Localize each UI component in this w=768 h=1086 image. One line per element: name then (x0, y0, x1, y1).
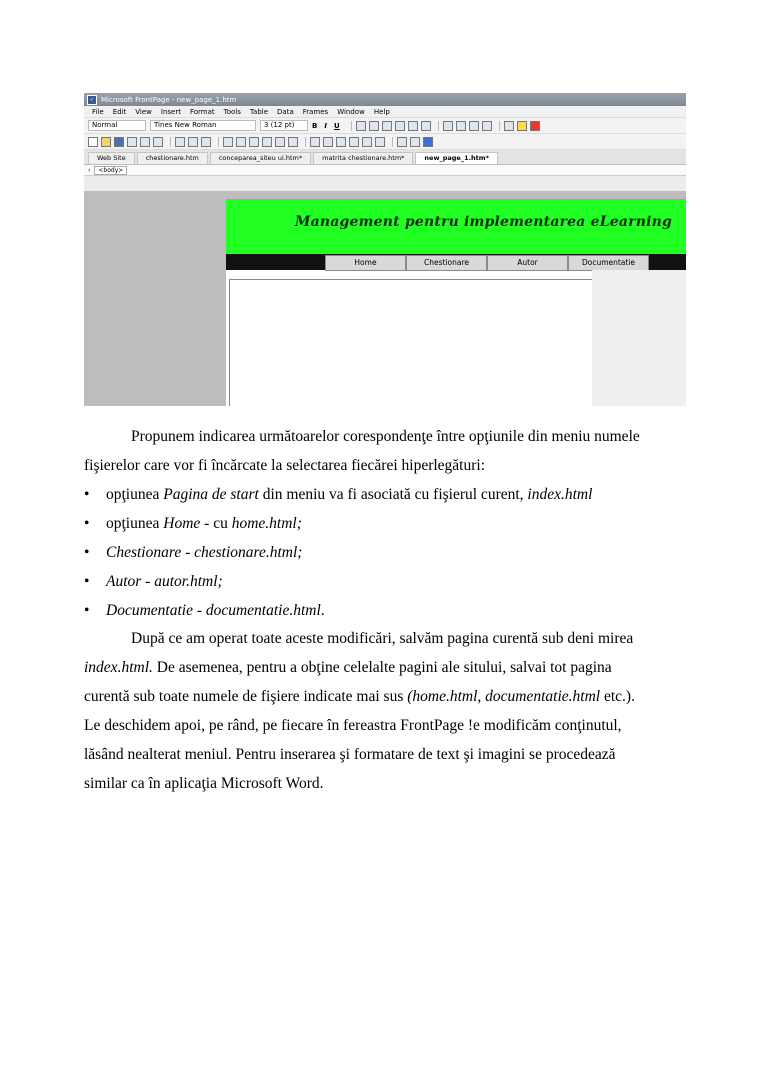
indent-icon[interactable] (482, 121, 492, 131)
style-select[interactable]: Normal (88, 120, 146, 131)
underline-icon[interactable]: U (333, 121, 340, 130)
tab-matrita[interactable]: matrita chestionare.htm* (313, 152, 413, 164)
paragraph-text: De asemenea, pentru a obţine celelalte pagini ale sitului, salvai tot pagina (152, 659, 612, 676)
bullet-marker: • (84, 602, 90, 619)
site-banner (226, 199, 686, 254)
font-grow-icon[interactable] (408, 121, 418, 131)
list-item (106, 573, 223, 591)
nav-home[interactable]: Home (325, 255, 406, 271)
toolbar-separator (392, 137, 393, 147)
web-component-icon[interactable] (310, 137, 320, 147)
editor-area[interactable] (84, 191, 686, 406)
tab-conceparea[interactable]: conceparea_siteu ui.htm* (210, 152, 311, 164)
menu-data[interactable]: Data (277, 107, 294, 116)
align-center-icon[interactable] (369, 121, 379, 131)
menu-window[interactable]: Window (337, 107, 365, 116)
list-text-italic: Autor - autor.html; (106, 573, 223, 590)
list-text: din meniu va fi asociată cu fişierul curent, (258, 486, 528, 503)
insert-table-icon[interactable] (323, 137, 333, 147)
justify-icon[interactable] (395, 121, 405, 131)
menu-frames[interactable]: Frames (302, 107, 329, 116)
bullet-marker: • (84, 544, 90, 561)
layer-icon[interactable] (336, 137, 346, 147)
publish-icon[interactable] (127, 137, 137, 147)
tab-chestionare[interactable]: chestionare.htm (137, 152, 208, 164)
list-item (106, 515, 302, 533)
save-icon[interactable] (114, 137, 124, 147)
bullets-icon[interactable] (456, 121, 466, 131)
paragraph-2-line-1: După ce am operat toate aceste modificări, salvăm pagina curentă sub deni mirea (131, 630, 634, 647)
insert-picture-icon[interactable] (349, 137, 359, 147)
font-color-icon[interactable] (530, 121, 540, 131)
bold-icon[interactable]: B (312, 121, 318, 130)
list-text-italic: Pagina de start (163, 486, 259, 503)
content-frame[interactable] (229, 279, 593, 406)
align-right-icon[interactable] (382, 121, 392, 131)
align-left-icon[interactable] (356, 121, 366, 131)
menu-insert[interactable]: Insert (160, 107, 181, 116)
bullet-marker: • (84, 515, 90, 532)
paragraph-1-line-2: fişierelor care vor fi încărcate la selectarea fiecărei hiperlegături: (84, 457, 486, 474)
italic-icon[interactable]: I (324, 121, 327, 130)
toolbar-separator (499, 121, 500, 131)
list-text-italic: index.html (527, 486, 593, 503)
paragraph-1-line-1: Propunem indicarea următoarelor corespondenţe între opţiunile din meniu numele (131, 428, 640, 445)
highlight-icon[interactable] (517, 121, 527, 131)
bullet-marker: • (84, 486, 90, 503)
list-text: - cu (200, 515, 232, 532)
body-tag[interactable]: <body> (94, 166, 127, 175)
paragraph-text-italic: index.html. (84, 659, 153, 676)
drawing-icon[interactable] (362, 137, 372, 147)
toolbar-separator (438, 121, 439, 131)
list-item (106, 602, 325, 620)
paste-icon[interactable] (249, 137, 259, 147)
quick-tag-bar (84, 165, 686, 176)
chevron-left-icon[interactable]: ‹ (88, 166, 91, 174)
paragraph-2-line-2 (84, 659, 612, 677)
list-item (106, 544, 302, 562)
paragraph-text: etc.). (600, 688, 635, 705)
formatting-toolbar (84, 118, 686, 134)
nav-autor[interactable]: Autor (487, 255, 568, 271)
list-item (106, 486, 592, 504)
size-select[interactable]: 3 (12 pt) (260, 120, 308, 131)
font-shrink-icon[interactable] (421, 121, 431, 131)
undo-icon[interactable] (275, 137, 285, 147)
tab-new-page[interactable]: new_page_1.htm* (415, 152, 498, 164)
preview-icon[interactable] (188, 137, 198, 147)
menu-format[interactable]: Format (189, 107, 215, 116)
anchor-icon[interactable] (410, 137, 420, 147)
paragraph-2-line-5: lăsând nealterat meniul. Pentru inserarea şi formatare de text şi imagini se procedează (84, 746, 616, 763)
paragraph-2-line-4: Le deschidem apoi, pe rând, pe fiecare în fereastra FrontPage !e modificăm conţinutul, (84, 717, 622, 734)
list-text-italic: Documentatie - documentatie.html (106, 602, 321, 619)
toolbar-separator (170, 137, 171, 147)
menu-table[interactable]: Table (249, 107, 269, 116)
print-icon[interactable] (175, 137, 185, 147)
menu-edit[interactable]: Edit (112, 107, 127, 116)
spelling-icon[interactable] (201, 137, 211, 147)
open-folder-icon[interactable] (101, 137, 111, 147)
redo-icon[interactable] (288, 137, 298, 147)
search-icon[interactable] (140, 137, 150, 147)
menu-file[interactable]: File (92, 107, 104, 116)
list-text-italic: home.html; (231, 515, 302, 532)
nav-documentatie[interactable]: Documentatie (568, 255, 649, 271)
help-icon[interactable] (423, 137, 433, 147)
tab-web-site[interactable]: Web Site (88, 152, 135, 164)
menu-help[interactable]: Help (373, 107, 390, 116)
view-icon[interactable] (153, 137, 163, 147)
right-pane (592, 270, 686, 406)
frontpage-app-icon: ✓ (87, 95, 97, 105)
menu-view[interactable]: View (135, 107, 152, 116)
toolbar-separator (218, 137, 219, 147)
frontpage-screenshot (84, 93, 686, 406)
new-page-icon[interactable] (88, 137, 98, 147)
nav-chestionare[interactable]: Chestionare (406, 255, 487, 271)
borders-icon[interactable] (504, 121, 514, 131)
banner-title: Management pentru implementarea eLearning (294, 214, 672, 230)
list-text-italic: Chestionare - chestionare.html; (106, 544, 303, 561)
list-text-italic: Home (163, 515, 201, 532)
bullet-marker: • (84, 573, 90, 590)
format-painter-icon[interactable] (262, 137, 272, 147)
paragraph-2-line-3 (84, 688, 635, 706)
numbering-icon[interactable] (443, 121, 453, 131)
toolbar-separator (351, 121, 352, 131)
paragraph-text-italic: (home.html, documentatie.html (407, 688, 601, 705)
font-select[interactable]: Tines New Roman (150, 120, 256, 131)
title-bar (84, 93, 686, 106)
toolbar-separator (305, 137, 306, 147)
list-text: opţiunea (106, 486, 164, 503)
window-title: Microsoft FrontPage - new_page_1.htm (101, 95, 237, 104)
document-tabs (84, 150, 686, 165)
paragraph-text: curentă sub toate numele de fişiere indicate mai sus (84, 688, 408, 705)
cut-icon[interactable] (223, 137, 233, 147)
page-design-view[interactable] (226, 199, 686, 406)
list-text: opţiunea (106, 515, 164, 532)
list-text: . (320, 602, 325, 619)
menu-tools[interactable]: Tools (223, 107, 241, 116)
standard-toolbar (84, 134, 686, 150)
menu-bar (84, 106, 686, 118)
paragraph-2-line-6: similar ca în aplicaţia Microsoft Word. (84, 775, 324, 792)
site-nav (226, 254, 686, 270)
outdent-icon[interactable] (469, 121, 479, 131)
copy-icon[interactable] (236, 137, 246, 147)
show-all-icon[interactable] (397, 137, 407, 147)
hyperlink-icon[interactable] (375, 137, 385, 147)
